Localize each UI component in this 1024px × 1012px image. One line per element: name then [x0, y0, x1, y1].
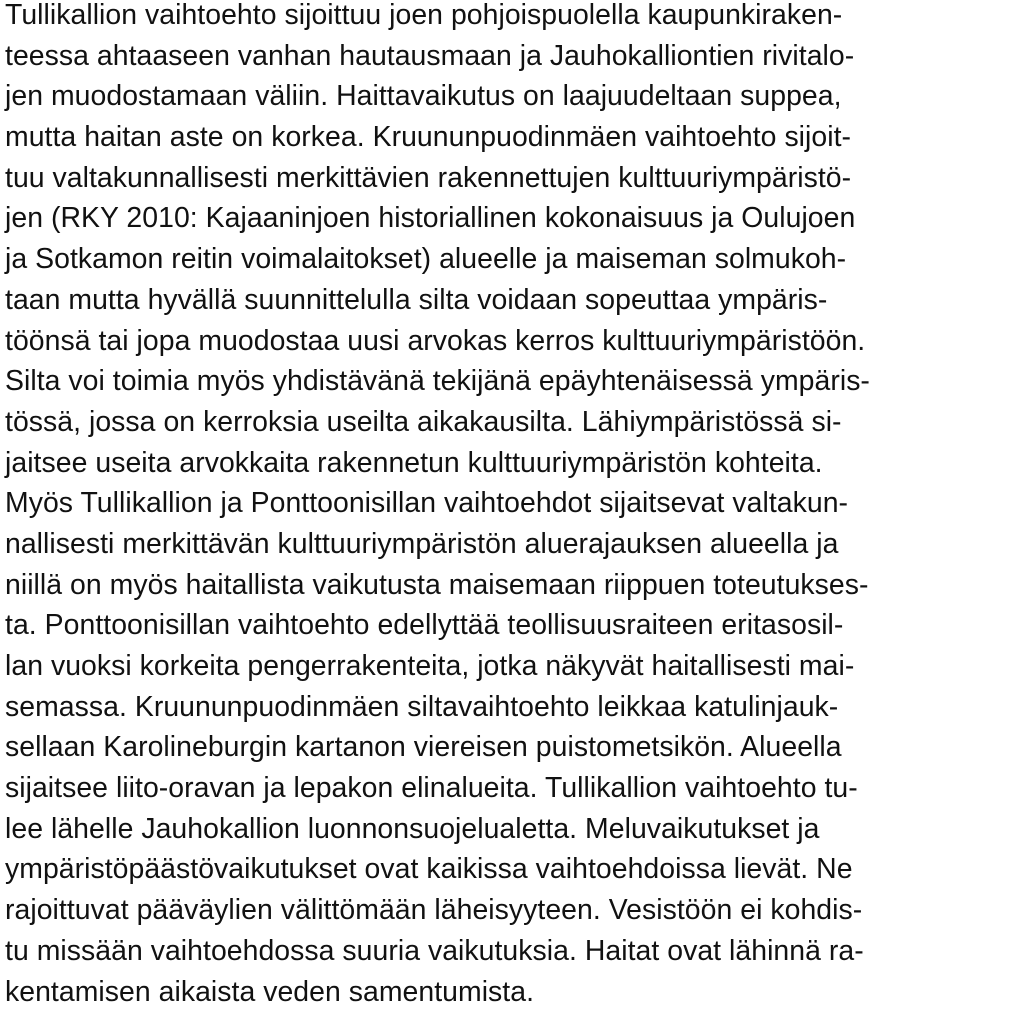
text-line: teessa ahtaaseen vanhan hautausmaan ja Jauhokalliontien rivitalo-: [5, 36, 1024, 77]
text-line: taan mutta hyvällä suunnittelulla silta voidaan sopeuttaa ympäris-: [5, 280, 1024, 321]
text-line: tu missään vaihtoehdossa suuria vaikutuksia. Haitat ovat lähinnä ra-: [5, 931, 1024, 972]
text-line: jaitsee useita arvokkaita rakennetun kulttuuriympäristön kohteita.: [5, 443, 1024, 484]
text-line: Tullikallion vaihtoehto sijoittuu joen pohjoispuolella kaupunkiraken-: [5, 0, 1024, 36]
text-line: kentamisen aikaista veden samentumista.: [5, 972, 1024, 1012]
text-line: Myös Tullikallion ja Ponttoonisillan vaihtoehdot sijaitsevat valtakun-: [5, 483, 1024, 524]
text-line: semassa. Kruununpuodinmäen siltavaihtoehto leikkaa katulinjauk-: [5, 687, 1024, 728]
text-line: sijaitsee liito-oravan ja lepakon elinalueita. Tullikallion vaihtoehto tu-: [5, 768, 1024, 809]
text-line: tössä, jossa on kerroksia useilta aikakausilta. Lähiympäristössä si-: [5, 402, 1024, 443]
text-line: ympäristöpäästövaikutukset ovat kaikissa vaihtoehdoissa lievät. Ne: [5, 849, 1024, 890]
body-paragraph: [5, 0, 1024, 1012]
text-line: niillä on myös haitallista vaikutusta maisemaan riippuen toteutukses-: [5, 565, 1024, 606]
text-line: mutta haitan aste on korkea. Kruununpuodinmäen vaihtoehto sijoit-: [5, 117, 1024, 158]
text-line: lan vuoksi korkeita pengerrakenteita, jotka näkyvät haitallisesti mai-: [5, 646, 1024, 687]
text-line: rajoittuvat pääväylien välittömään läheisyyteen. Vesistöön ei kohdis-: [5, 890, 1024, 931]
text-line: Silta voi toimia myös yhdistävänä tekijänä epäyhtenäisessä ympäris-: [5, 361, 1024, 402]
text-line: tuu valtakunnallisesti merkittävien rakennettujen kulttuuriympäristö-: [5, 158, 1024, 199]
text-line: jen muodostamaan väliin. Haittavaikutus on laajuudeltaan suppea,: [5, 76, 1024, 117]
text-line: lee lähelle Jauhokallion luonnonsuojelualetta. Meluvaikutukset ja: [5, 809, 1024, 850]
text-line: ta. Ponttoonisillan vaihtoehto edellyttää teollisuusraiteen eritasosil-: [5, 605, 1024, 646]
text-line: ja Sotkamon reitin voimalaitokset) alueelle ja maiseman solmukoh-: [5, 239, 1024, 280]
text-line: töönsä tai jopa muodostaa uusi arvokas kerros kulttuuriympäristöön.: [5, 321, 1024, 362]
text-line: nallisesti merkittävän kulttuuriympäristön aluerajauksen alueella ja: [5, 524, 1024, 565]
text-line: jen (RKY 2010: Kajaaninjoen historiallinen kokonaisuus ja Oulujoen: [5, 198, 1024, 239]
text-line: sellaan Karolineburgin kartanon viereisen puistometsikön. Alueella: [5, 727, 1024, 768]
